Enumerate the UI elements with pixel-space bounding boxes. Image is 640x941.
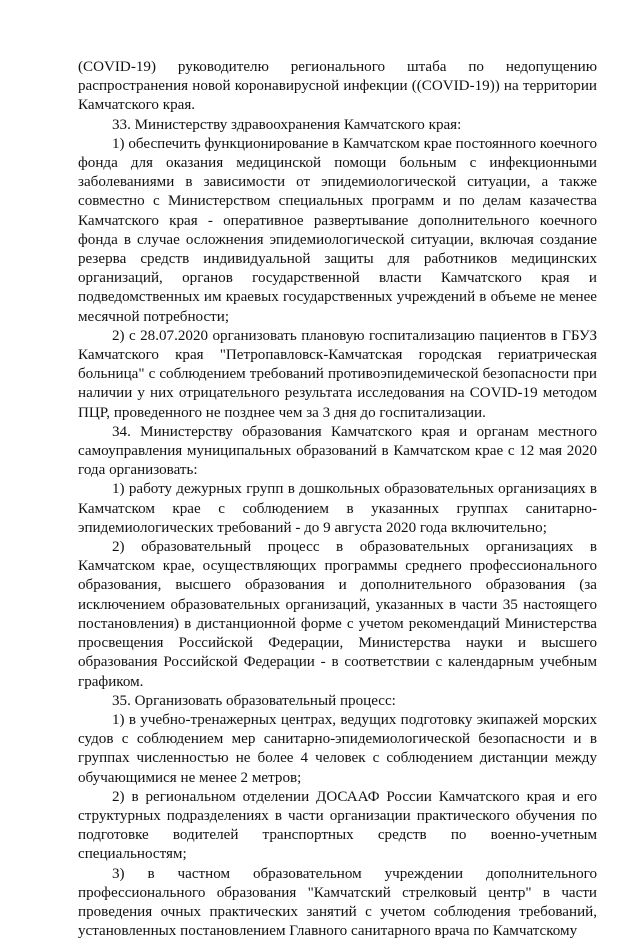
paragraph-33-item-1: 1) обеспечить функционирование в Камчатском крае постоянного коечного фонда для оказания медицинской помощи больным с инфекционными заболеваниями в зависимости от эпидемиологической ситуации, а также совместно с Министерством специальных программ и по делам казачества Камчатского края - оперативное развертывание дополнительного коечного фонда в случае осложнения эпидемиологической ситуации, включая создание резерва средств индивидуальной защиты для работников медицинских организаций, органов государственной власти Камчатского края и подведомственных им краевых государственных учреждений в объеме не менее месячной потребности; xyxy=(78,135,597,325)
paragraph-33-heading: 33. Министерству здравоохранения Камчатского края: xyxy=(112,116,462,133)
paragraph-33-item-2: 2) с 28.07.2020 организовать плановую госпитализацию пациентов в ГБУЗ Камчатского края "Петропавловск-Камчатская городская гериатрическая больница" с соблюдением требований противоэпидемической безопасности при наличии у них отрицательного результата исследования на COVID-19 методом ПЦР, проведенного не позднее чем за 3 дня до госпитализации. xyxy=(78,327,597,421)
paragraph-35-heading: 35. Организовать образовательный процесс: xyxy=(112,692,396,709)
paragraph-34-heading: 34. Министерству образования Камчатского края и органам местного самоуправления муниципальных образований в Камчатском крае с 12 мая 2020 года организовать: xyxy=(78,423,597,479)
paragraph-35-item-1: 1) в учебно-тренажерных центрах, ведущих подготовку экипажей морских судов с соблюдением мер санитарно-эпидемиологической безопасности и в группах численностью не более 4 человек с соблюдением дистанции между обучающимися не менее 2 метров; xyxy=(78,711,597,786)
document-body xyxy=(78,58,597,941)
paragraph-34-item-2: 2) образовательный процесс в образовательных организациях в Камчатском крае, осуществляющих программы среднего профессионального образования, высшего образования и дополнительного образования (за исключением образовательных организаций, указанных в части 35 настоящего постановления) в дистанционной форме с учетом рекомендаций Министерства просвещения Российской Федерации, Министерства науки и высшего образования Российской Федерации - в соответствии с календарным учебным графиком. xyxy=(78,539,597,690)
paragraph-covid-staff: (COVID-19) руководителю регионального штаба по недопущению распространения новой коронавирусной инфекции ((COVID-19)) на территории Камчатского края. xyxy=(78,59,597,114)
paragraph-35-item-2: 2) в региональном отделении ДОСААФ России Камчатского края и его структурных подразделениях в части организации практического обучения по подготовке водителей транспортных средств по военно-учетным специальностям; xyxy=(78,788,597,863)
paragraph-34-item-1: 1) работу дежурных групп в дошкольных образовательных организациях в Камчатском крае с соблюдением в указанных группах санитарно-эпидемиологических требований - до 9 августа 2020 года включительно; xyxy=(78,481,597,536)
paragraph-35-item-3: 3) в частном образовательном учреждении дополнительного профессионального образования "Камчатский стрелковый центр" в части проведения очных практических занятий с учетом соблюдения требований, установленных постановлением Главного санитарного врача по Камчатскому xyxy=(78,865,597,940)
